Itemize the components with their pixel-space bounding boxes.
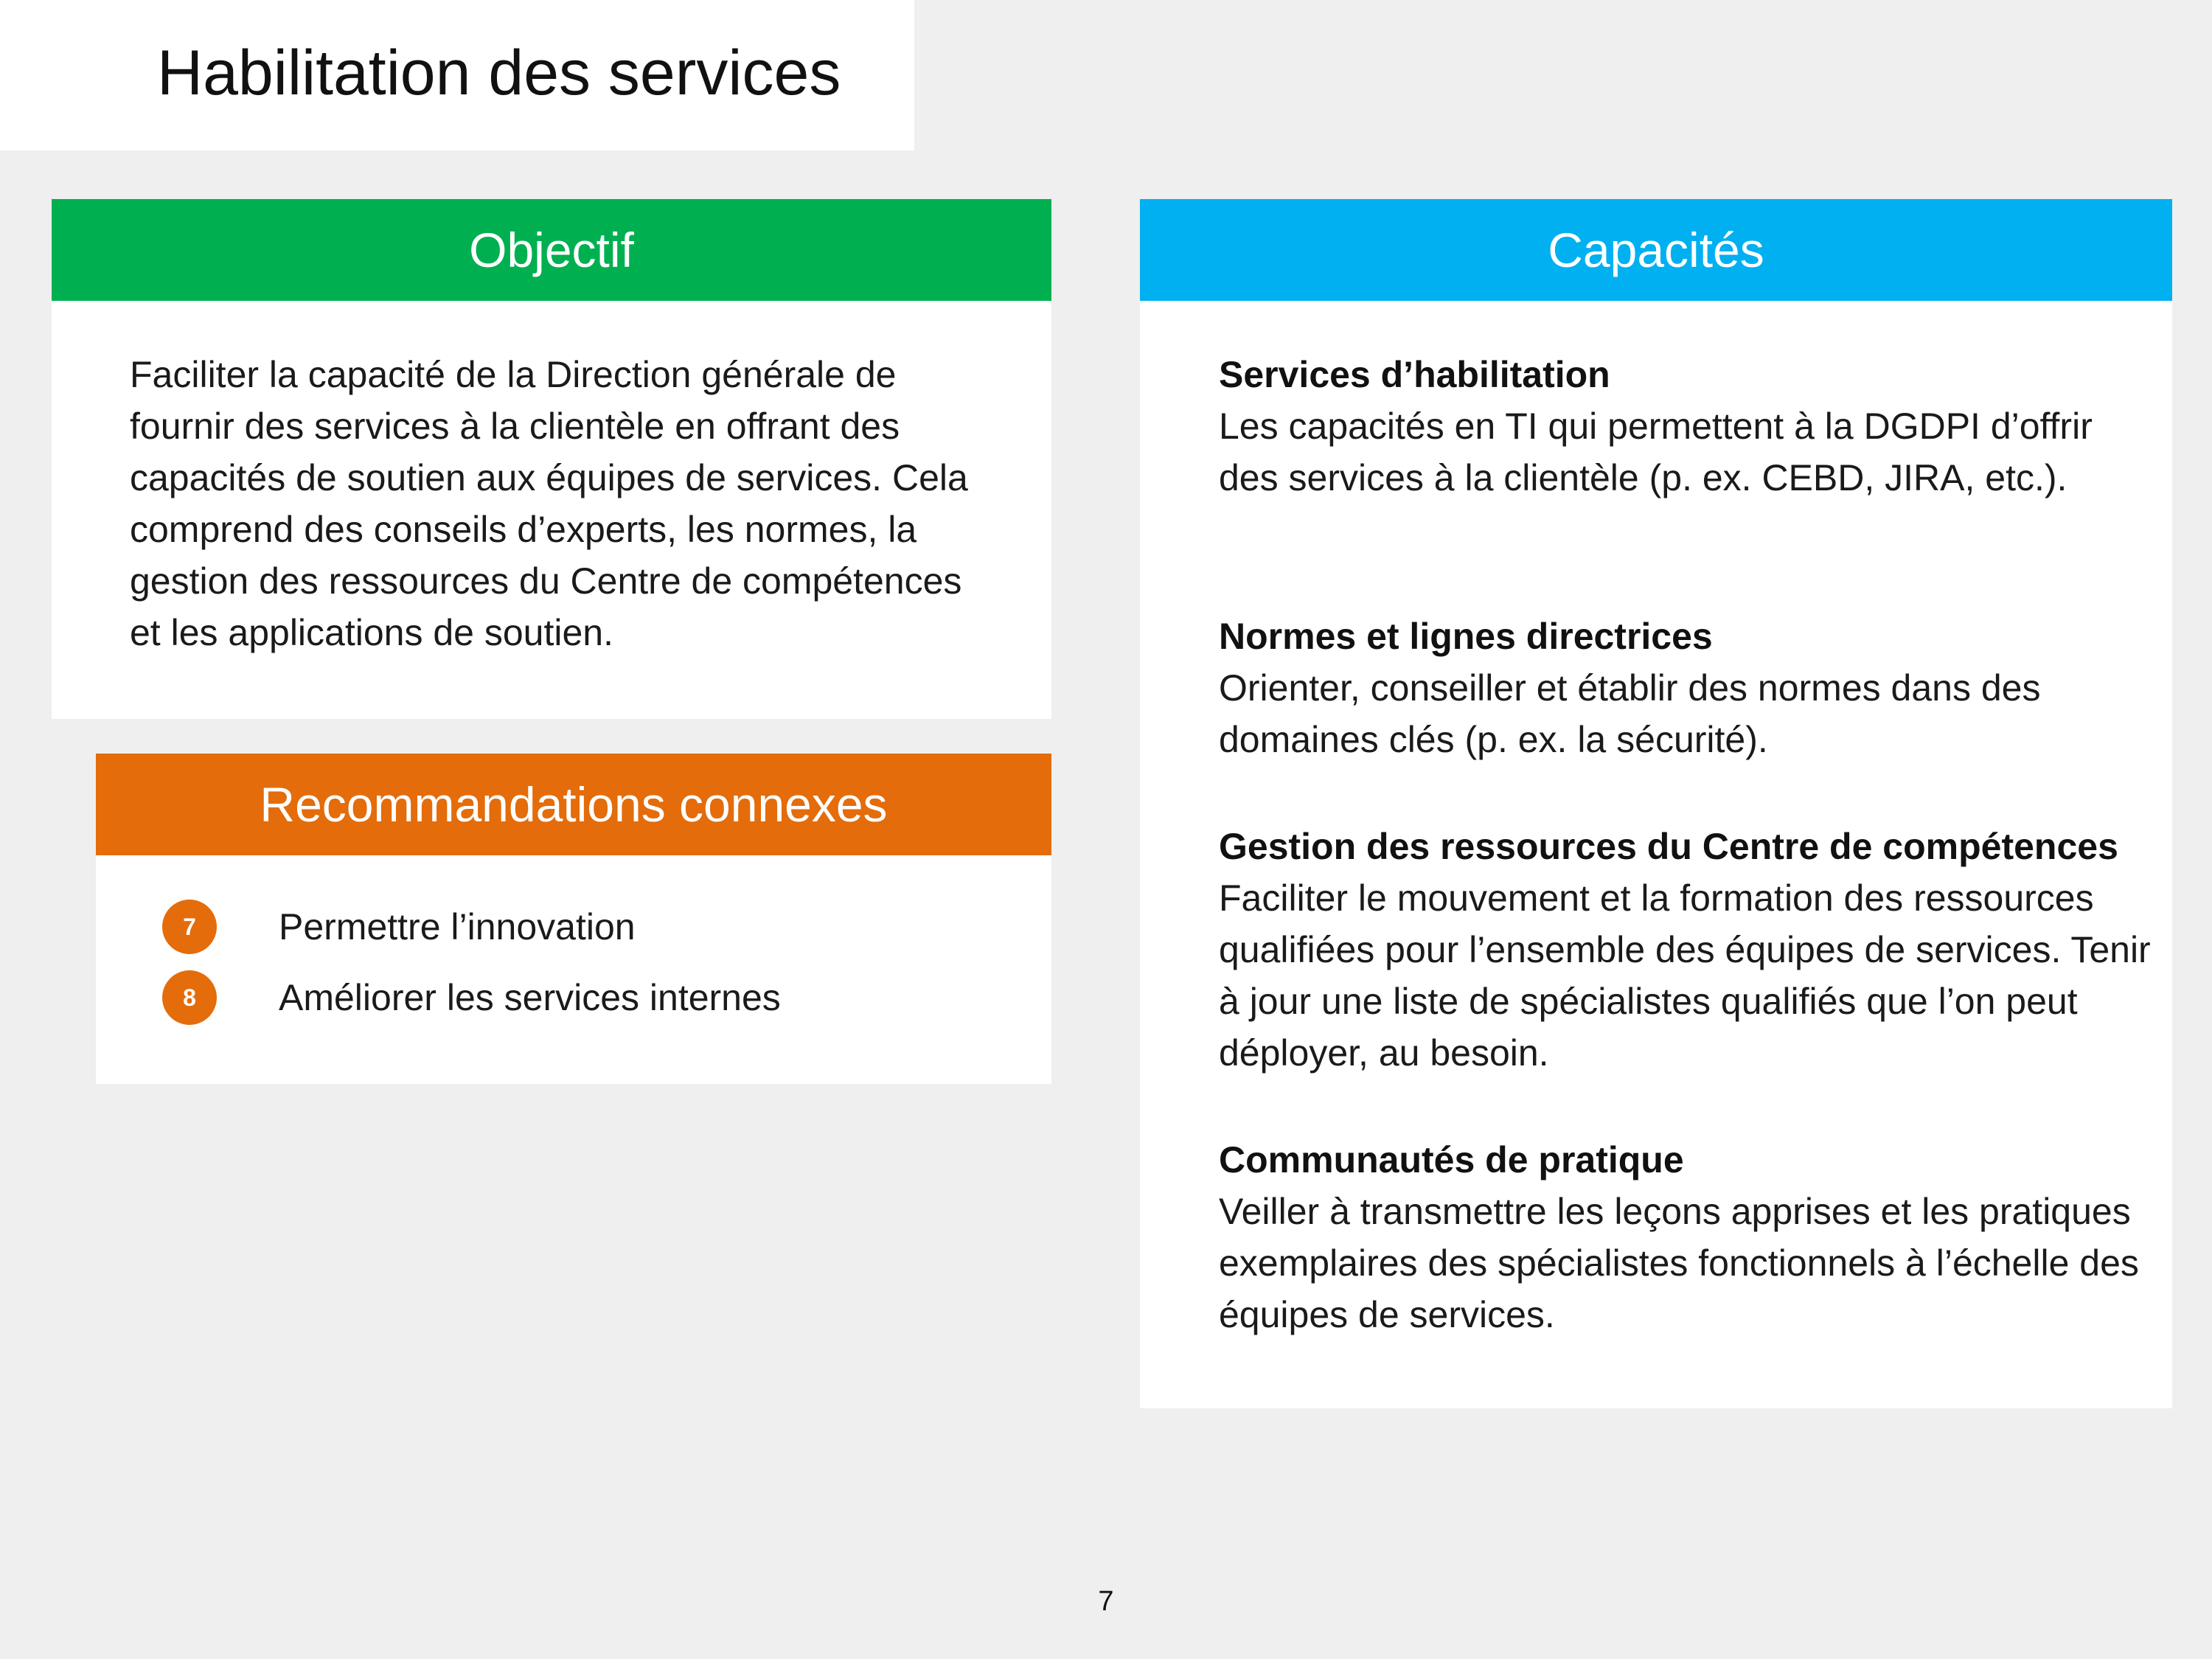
objectif-text: Faciliter la capacité de la Direction générale de fournir des services à la clientèle en offrant des capacités de soutien aux équipes de services. Cela comprend des conseils d’experts, les normes, la gestion des ressources du Centre de compétences et les applications de soutien. bbox=[130, 354, 968, 653]
capacites-header-label: Capacités bbox=[1548, 223, 1764, 277]
capacite-title: Communautés de pratique bbox=[1219, 1139, 1684, 1180]
recommandation-number-badge: 7 bbox=[162, 900, 217, 954]
recommandation-label: Permettre l’innovation bbox=[279, 906, 636, 947]
capacite-section-communautes bbox=[1219, 1134, 2155, 1340]
capacites-panel bbox=[1140, 301, 2172, 1408]
capacites-header bbox=[1140, 199, 2172, 301]
capacite-text: Veiller à transmettre les leçons apprises et les pratiques exemplaires des spécialistes fonctionnels à l’échelle des équipes de services. bbox=[1219, 1191, 2139, 1335]
capacite-title: Gestion des ressources du Centre de compétences bbox=[1219, 826, 2118, 867]
capacite-title: Normes et lignes directrices bbox=[1219, 616, 1713, 657]
recommandation-item bbox=[162, 897, 636, 956]
recommandations-header-label: Recommandations connexes bbox=[260, 777, 888, 832]
capacite-section-normes bbox=[1219, 611, 2155, 765]
recommandations-panel bbox=[96, 855, 1051, 1084]
objectif-header bbox=[52, 199, 1051, 301]
capacite-text: Faciliter le mouvement et la formation des ressources qualifiées pour l’ensemble des équipes de services. Tenir à jour une liste de spécialistes qualifiés que l’on peut déployer, au besoin. bbox=[1219, 877, 2151, 1074]
objectif-header-label: Objectif bbox=[469, 223, 634, 277]
capacite-section-gestion-ressources bbox=[1219, 821, 2155, 1079]
capacite-text: Orienter, conseiller et établir des normes dans des domaines clés (p. ex. la sécurité). bbox=[1219, 667, 2041, 760]
recommandation-item bbox=[162, 968, 781, 1027]
title-box bbox=[0, 0, 914, 150]
capacite-text: Les capacités en TI qui permettent à la DGDPI d’offrir des services à la clientèle (p. ex. CEBD, JIRA, etc.). bbox=[1219, 406, 2093, 498]
slide-title: Habilitation des services bbox=[157, 38, 841, 108]
recommandations-header bbox=[96, 754, 1051, 855]
recommandation-number-badge: 8 bbox=[162, 970, 217, 1025]
objectif-panel bbox=[52, 301, 1051, 719]
page-number: 7 bbox=[1098, 1586, 1114, 1617]
capacite-section-services-habilitation bbox=[1219, 349, 2155, 504]
recommandation-label: Améliorer les services internes bbox=[279, 977, 781, 1018]
capacite-title: Services d’habilitation bbox=[1219, 354, 1610, 395]
